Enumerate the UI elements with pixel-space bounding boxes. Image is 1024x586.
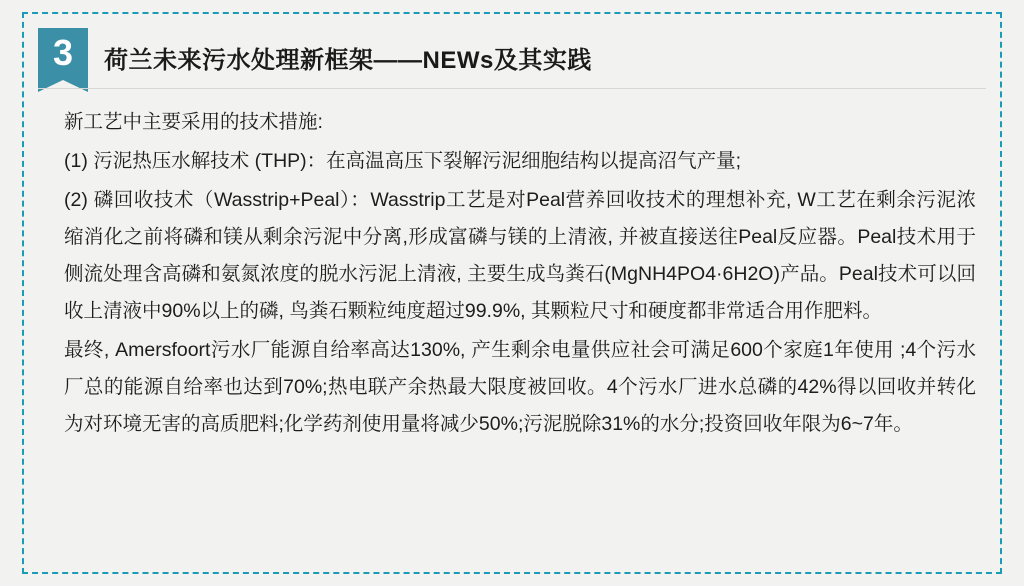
slide-content <box>38 22 986 564</box>
page-title: 荷兰未来污水处理新框架——NEWs及其实践 <box>104 47 592 74</box>
body-text <box>64 104 976 445</box>
section-number-badge: 3 <box>38 28 88 80</box>
paragraph-intro: 新工艺中主要采用的技术措施: <box>64 111 323 133</box>
slide-header <box>38 22 986 84</box>
header-divider <box>38 88 986 89</box>
paragraph-conclusion: 最终, Amersfoort污水厂能源自给率高达130%, 产生剩余电量供应社会可满足600个家庭1年使用 ;4个污水厂总的能源自给率也达到70%;热电联产余热最大限度被回收。4个污水厂进水总磷的42%得以回收并转化为对环境无害的高质肥料;化学药剂使用量将减少50%;污泥脱除31%的水分;投资回收年限为6~7年。 <box>64 339 976 435</box>
paragraph-item-2: (2) 磷回收技术（Wasstrip+Peal）：Wasstrip工艺是对Peal营养回收技术的理想补充, W工艺在剩余污泥浓缩消化之前将磷和镁从剩余污泥中分离,形成富磷与镁的上清液, 并被直接送往Peal反应器。Peal技术用于侧流处理含高磷和氨氮浓度的脱水污泥上清液, 主要生成鸟粪石(MgNH4PO4·6H2O)产品。Peal技术可以回收上清液中90%以上的磷, 鸟粪石颗粒纯度超过99.9%, 其颗粒尺寸和硬度都非常适合用作肥料。 <box>64 189 976 322</box>
paragraph-item-1: (1) 污泥热压水解技术 (THP)：在高温高压下裂解污泥细胞结构以提高沼气产量; <box>64 150 742 172</box>
